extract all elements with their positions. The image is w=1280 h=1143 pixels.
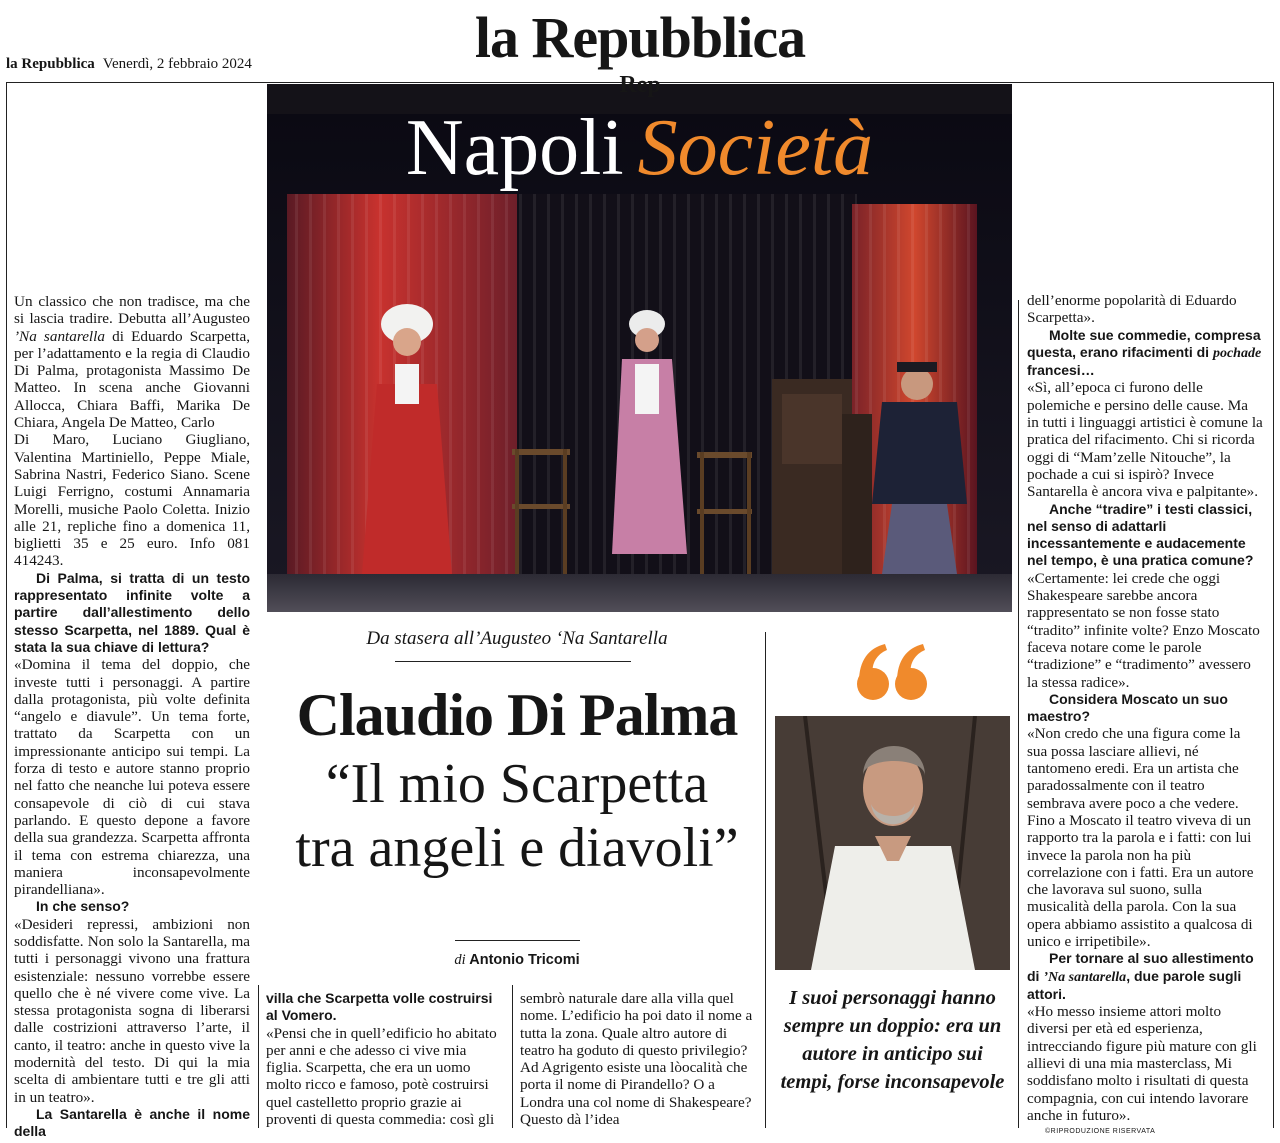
question-continued: villa che Scarpetta volle costruirsi al Vomero. <box>266 990 493 1024</box>
rep-badge: Rep <box>619 72 661 98</box>
answer: «Certamente: lei crede che oggi Shakespeare sarebbe ancora rappresentato se non fosse stato “tradito” infinite volte? Enzo Moscato faceva notare come le parole “tradizione” e “tradimento” avessero la stessa radice». <box>1027 569 1260 691</box>
answer: «Desideri repressi, ambizioni non soddisfatte. Non solo la Santarella, ma tutti i personaggi vivono una frattura esistenziale: nessuno vorrebbe essere quello che è né vivere come vive. La stessa protagonista sogna di liberarsi dalle costrizioni attraverso l’arte, il canto, il teatro: anche in questo vive la modernità del testo. Di qui la mia scelta di ambientare tutti e tre gli atti in un teatro». <box>14 915 250 1106</box>
question: Considera Moscato un suo maestro? <box>1027 690 1228 725</box>
question: In che senso? <box>36 898 130 915</box>
dateline <box>6 56 252 73</box>
author-name: Antonio Tricomi <box>469 952 580 968</box>
play-title: ’Na santarella <box>14 327 105 345</box>
copyright-notice: ©RIPRODUZIONE RISERVATA <box>1045 1128 1156 1135</box>
question: Di Palma, si tratta di un testo rappresentato infinite volte a partire dall’allestimento dello stesso Scarpetta, nel 1889. Qual è stata la sua chiave di lettura? <box>14 569 250 655</box>
headline-name: Claudio Di Palma <box>296 682 738 748</box>
intro-paragraph-2: Di Maro, Luciano Giugliano, Valentina Martiniello, Peppe Miale, Sabrina Nastri, Federico Siano. Scene Luigi Ferrigno, costumi Annamaria Morelli, musiche Paolo Coletta. Inizio alle 21, repliche fino a domenica 11, biglietti 35 e 25 euro. Info 081 414243. <box>14 431 250 570</box>
article-column-2 <box>266 990 504 1128</box>
answer: «Sì, all’epoca ci furono delle polemiche e persino delle cause. Ma in tutti i linguaggi artistici è comune la pratica del rifacimento. Chi si ricorda oggi di “Mam’zelle Nitouche”, la pochade a cui si ispirò? Invece Santarella è ancora viva e palpitante». <box>1027 379 1263 501</box>
answer: «Pensi che in quell’edificio ho abitato per anni e che adesso ci vive mia figlia. Scarpetta, che era un uomo molto ricco e famoso, potè costruirsi quel castelletto proprio grazie ai proventi di questa commedia: così gli <box>266 1024 497 1129</box>
quote-marks-icon <box>855 640 931 708</box>
answer-continued: sembrò naturale dare alla villa quel nome. L’edificio ha poi dato il nome a tutta la zona. Quale altro autore di teatro ha goduto di questo privilegio? Ad Agrigento esiste una lòocalità che porta il nome di Pirandello? O a Londra una col nome di Shakespeare? Questo dà l’idea <box>520 990 753 1129</box>
section-name: Società <box>637 104 874 192</box>
portrait-photo <box>775 716 1010 970</box>
byline: di Antonio Tricomi <box>454 952 580 968</box>
section-city: Napoli <box>405 104 624 192</box>
kicker: Da stasera all’Augusteo ‘Na Santarella <box>366 628 668 649</box>
intro-paragraph: Un classico che non tradisce, ma che si lascia tradire. Debutta all’Augusteo ’Na santarella di Eduardo Scarpetta, per l’adattamento e la regia di Claudio Di Palma, protagonista Massimo De Matteo. In scena anche Giovanni Allocca, Chiara Baffi, Marika De Chiara, Angela De Matteo, Carlo <box>14 293 250 432</box>
section-title <box>267 104 1012 192</box>
dateline-paper: la Repubblica <box>6 56 95 72</box>
article-column-3 <box>520 990 758 1128</box>
answer: «Ho messo insieme attori molto diversi per età ed esperienza, intrecciando figure più mature con gli allievi di una mia masterclass, Mi soddisfano molto i risultati di questa compagnia, con cui intendo lavorare anche in futuro». <box>1027 1003 1257 1124</box>
question: La Santarella è anche il nome della <box>14 1105 250 1140</box>
left-border <box>6 83 7 1128</box>
masthead: la Repubblica <box>474 5 806 70</box>
question: Anche “tradire” i testi classici, nel senso di adattarli incessantemente e audacemente nel tempo, è una pratica comune? <box>1027 500 1254 569</box>
byline-rule <box>455 940 580 941</box>
pull-quote: I suoi personaggi hanno sempre un doppio: era un autore in anticipo sui tempi, forse inconsapevole <box>780 987 1005 1093</box>
column-divider <box>258 985 259 1128</box>
column-divider <box>1018 300 1019 1128</box>
headline-quote: “Il mio Scarpetta tra angeli e diavoli” <box>295 753 739 879</box>
right-border <box>1273 83 1274 1128</box>
headline <box>267 680 767 880</box>
answer-end: dell’enorme popolarità di Eduardo Scarpetta». <box>1027 292 1237 327</box>
answer: «Non credo che una figura come la sua possa lasciare allievi, né tantomeno eredi. Era un artista che paradossalmente con il teatro sembrava avere poco a che vedere. Fino a Moscato il teatro viveva di un rapporto tra la parola e i fatti: con lui invece la parola non ha più correlazione con i fatti. Era un autore che lavorava sul suono, sulla musicalità della parola. Con la sua opera abbiamo assistito a qualcosa di unico e irripetibile». <box>1027 725 1254 950</box>
answer: «Domina il tema del doppio, che investe tutti i personaggi. A partire dalla protagonista, più volte definita “angelo e diavule”. Un tema forte, trattato da Scarpetta con un impressionante anticipo sui tempi. La forza di testo e autore stanno proprio nel fatto che neanche lui poteva essere consapevole di ciò di cui stava parlando. E questo depone a favore della sua grandezza. Scarpetta affronta il tema con estrema chiarezza, una maniera inconsapevolmente pirandelliana». <box>14 656 250 899</box>
question: Molte sue commedie, compresa questa, erano rifacimenti di pochade francesi… <box>1027 326 1262 379</box>
column-divider <box>512 985 513 1128</box>
article-column-1 <box>14 293 250 1141</box>
dateline-date: Venerdì, 2 febbraio 2024 <box>102 56 252 72</box>
question: Per tornare al suo allestimento di ’Na santarella, due parole sugli attori. <box>1027 950 1254 1002</box>
kicker-rule <box>395 661 631 662</box>
article-column-4 <box>1027 292 1263 1124</box>
